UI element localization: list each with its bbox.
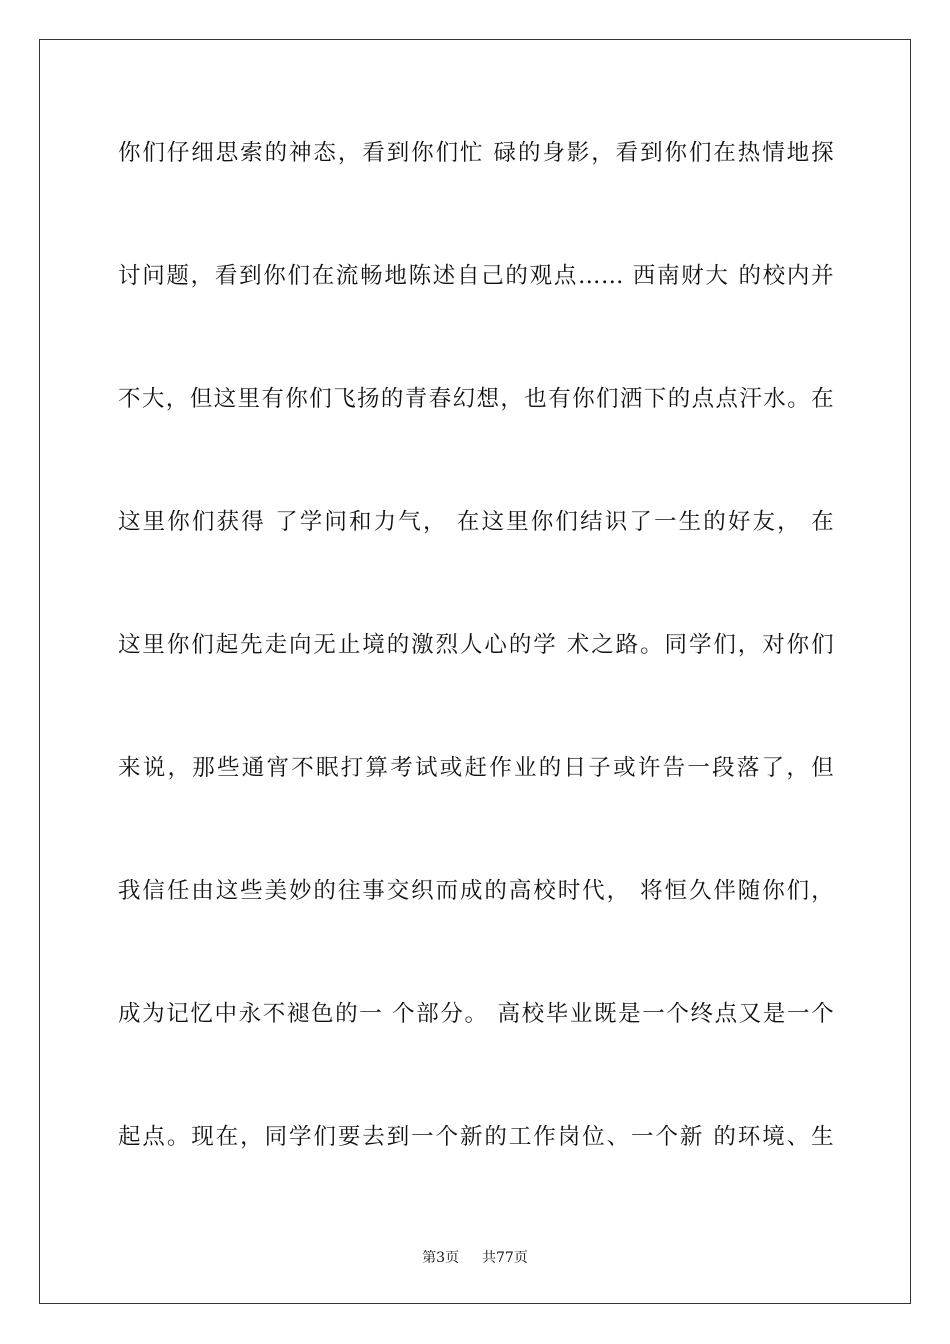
page-total: 共77页	[482, 1250, 528, 1266]
page-footer	[0, 1247, 950, 1267]
text-line-3: 不大，但这里有你们飞扬的青春幻想，也有你们洒下的点点汗水。在	[118, 386, 834, 412]
text-line-8: 成为记忆中永不褪色的一 个部分。 高校毕业既是一个终点又是一个	[118, 1001, 834, 1027]
text-line-1: 你们仔细思索的神态，看到你们忙 碌的身影，看到你们在热情地探	[118, 140, 834, 166]
page-number: 第3页	[422, 1250, 460, 1266]
text-line-9: 起点。现在，同学们要去到一个新的工作岗位、一个新 的环境、生	[118, 1124, 834, 1150]
document-body	[118, 131, 834, 1238]
text-line-4: 这里你们获得 了学问和力气， 在这里你们结识了一生的好友， 在	[118, 509, 834, 535]
text-line-7: 我信任由这些美妙的往事交织而成的高校时代， 将恒久伴随你们，	[118, 878, 834, 904]
text-line-2: 讨问题，看到你们在流畅地陈述自己的观点…… 西南财大 的校内并	[118, 263, 834, 289]
text-line-5: 这里你们起先走向无止境的激烈人心的学 术之路。同学们，对你们	[118, 632, 834, 658]
text-line-6: 来说，那些通宵不眠打算考试或赶作业的日子或许告一段落了，但	[118, 755, 834, 781]
